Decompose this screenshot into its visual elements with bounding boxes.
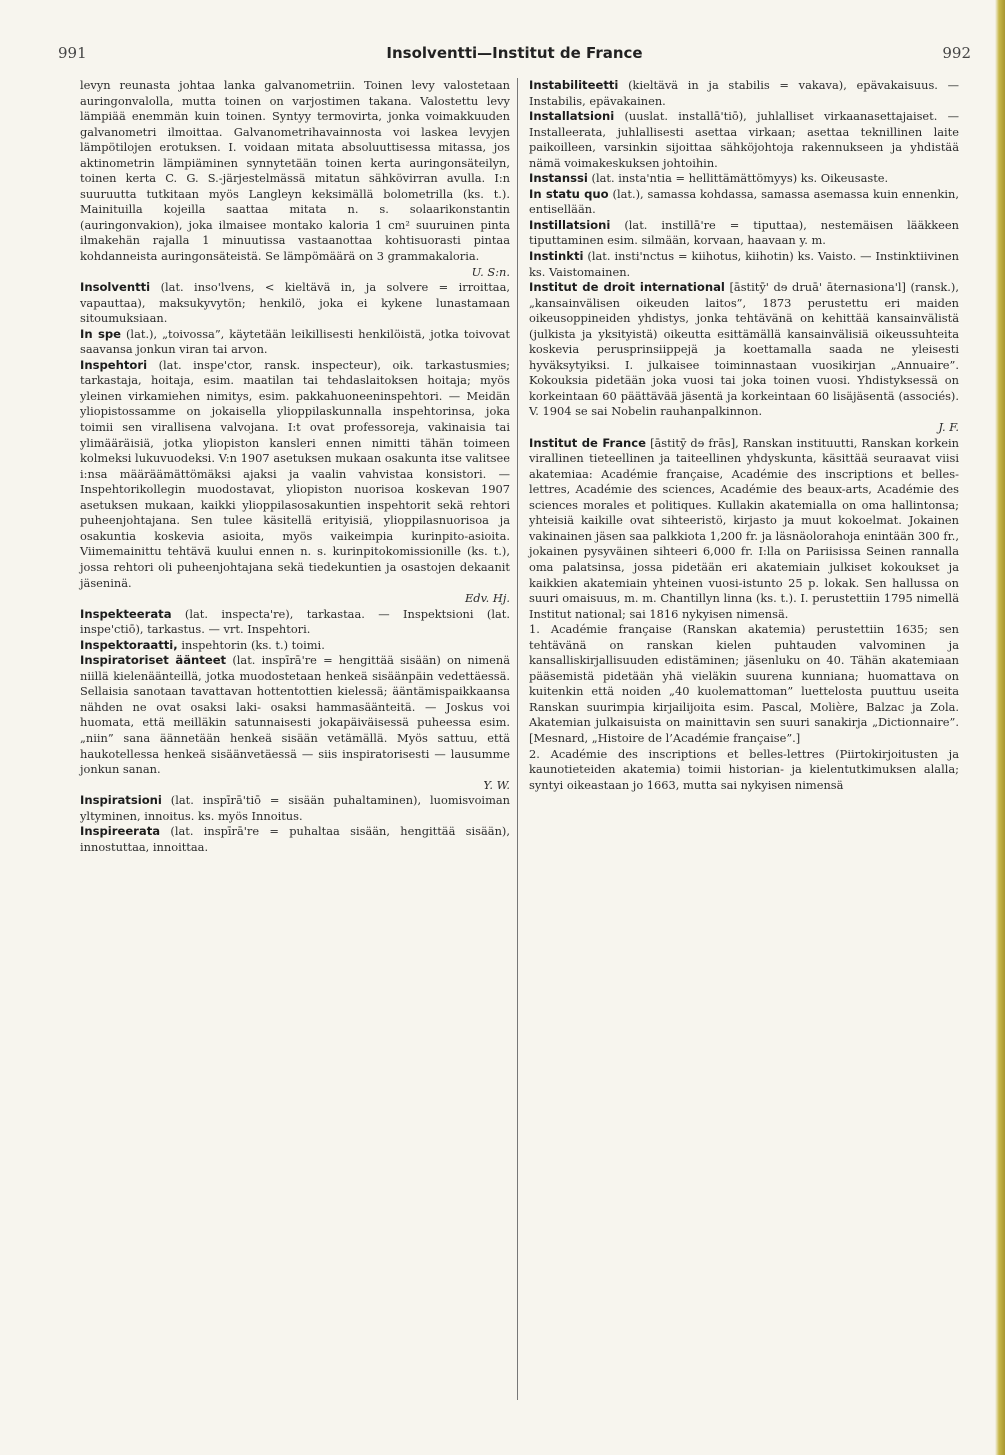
dictionary-entry	[529, 187, 959, 218]
dictionary-entry	[529, 747, 959, 794]
entry-text: 2. Académie des inscriptions et belles-lettres (Piirtokirjoitusten ja kaunotieteiden akatemia) toimii historian- ja kielentutkimuksen alalla; syntyi oikeastaan jo 1663, mutta sai nykyisen nimensä	[529, 746, 959, 792]
dictionary-entry	[529, 218, 959, 249]
entry-text: (lat. inspīrā're = puhaltaa sisään, hengittää sisään), innostuttaa, innoittaa.	[80, 824, 510, 854]
left-column	[80, 78, 510, 855]
entry-headword: Instabiliteetti	[529, 78, 619, 92]
dictionary-entry	[529, 622, 959, 746]
entry-text: [āstitȳ' dɘ druā' āternasiona'l] (ransk.), „kansainvälisen oikeuden laitos”, 1873 perustettu eri maiden oikeusoppineiden yhdistys, jonka tehtävänä on kehittää kansainvälistä (julkista ja yksityistä) oikeutta esittämällä kansainvälisiä oikeussuhteita koskevia perusprinsiippejä ja koettamalla saada ne yleisesti hyväksytyiksi. I. julkaisee toiminnastaan vuosikirjan „Annuaire”. Kokouksia pidetään joka vuosi tai joka toinen vuosi. Yhdistyksessä on korkeintaan 60 päättävää jäsentä ja korkeintaan 60 lisäjäsentä (associés). V. 1904 se sai Nobelin rauhanpalkinnon.	[529, 280, 959, 419]
entry-text: (lat.), samassa kohdassa, samassa asemassa kuin ennenkin, entisellään.	[529, 186, 959, 217]
entry-headword: Insolventti	[80, 280, 151, 295]
entry-text: (lat.), „toivossa”, käytetään leikillisesti henkilöistä, jotka toivovat saavansa jonkun viran tai arvon.	[80, 326, 510, 357]
dictionary-entry	[80, 358, 510, 607]
entry-text: (lat. insta'ntia = hellittämättömyys) ks. Oikeusaste.	[591, 171, 889, 186]
page-edge	[995, 0, 1005, 1455]
entry-headword: Institut de droit international	[529, 280, 725, 295]
author-signature: U. S:n.	[471, 264, 510, 279]
dictionary-entry	[80, 824, 510, 855]
entry-headword: Instinkti	[529, 249, 584, 264]
dictionary-entry	[80, 327, 510, 358]
entry-text: 1. Académie française (Ranskan akatemia) perustettiin 1635; sen tehtävänä on ranskan kielen puhtauden valvominen ja kansalliskirjallisuuden edistäminen; jäsenluku on 40. Tähän akatemiaan pääsemistä pidetään yhä vieläkin suurena kunniana; huomattava on kuitenkin että noiden „40 kuolemattoman” luettelosta puuttuu useita Ranskan suurimpia kirjailijoita esim. Pascal, Molière, Balzac ja Zola. Akatemian julkaisuista on mainittavin sen suuri sanakirja „Dictionnaire”. [Mesnard, „Histoire de l’Académie française”.]	[529, 622, 959, 745]
entry-headword: Inspiratoriset äänteet	[80, 653, 227, 668]
entry-text: [āstitȳ dɘ frās], Ranskan instituutti, Ranskan korkein virallinen tieteellinen ja taiteellinen yhdyskunta, käsittää seuraavat viisi akatemiaa: Académie française, Académie des inscriptions et belles-lettres, Académie des sciences, Académie des beaux-arts, Académie des sciences morales et politiques. Kullakin akatemialla on oma hallintonsa; yhteisiä kaikille ovat sihteeristö, kirjasto ja muut kokoelmat. Jokainen vakinainen jäsen saa palkkiota 1,200 fr. ja läsnäolorahoja enintään 300 fr., jokainen pysyväinen sihteeri 6,000 fr. I:lla on Pariisissa Seinen rannalla oma palatsinsa, jossa pidetään eri akatemiain julkiset kokoukset ja kaikkien akatemiain yhteinen vuosi-istunto 25 p. lokak. Sen hallussa on suuri omaisuus, m. m. Chantillyn linna (ks. t.). I. perustettiin 1795 nimellä Institut national; sai 1816 nykyisen nimensä.	[529, 435, 960, 621]
dictionary-entry	[529, 249, 959, 280]
entry-text: (lat. inspe'ctor, ransk. inspecteur), oik. tarkastusmies; tarkastaja, hoitaja, esim. maatilan tai tehdaslaitoksen hoitaja; myös yleinen virkamiehen nimitys, esim. pakkahuoneeninspehtori. — Meidän yliopistossamme on jokaisella ylioppilaskunnalla inspehtorinsa, joka toimii sen virallisena valvojana. I:t ovat professoreja, vakinaisia tai ylimääräisiä, jotka yliopiston kansleri ennen nimitti tähän toimeen kolmeksi lukuvuodeksi. V:n 1907 asetuksen mukaan osakunta itse valitsee i:nsa määräämättömäksi ajaksi ja vaalin vahvistaa konsistori. — Inspehtorikollegin muodostavat, yliopiston nuorisoa koskevan 1907 asetuksen mukaan, kaikki ylioppilasosakuntien inspehtorit sekä rehtori puheenjohtajana. Sen tulee käsitellä erityisiä, ylioppilasnuorisoa ja osakuntia koskevia asioita, myös vaikeimpia kurinpito-asioita. Viimemainittu tehtävä kuului ennen n. s. kurinpitokomissionille (ks. t.), jossa rehtori oli puheenjohtajana sekä tiedekuntien ja osastojen dekaanit jäseninä.	[80, 357, 511, 590]
author-signature: Edv. Hj.	[464, 591, 510, 606]
entry-text: (lat. instillā're = tiputtaa), nestemäisen lääkkeen tiputtaminen esim. silmään, korvaan, haavaan y. m.	[529, 217, 960, 248]
entry-headword: Inspektoraatti,	[80, 637, 178, 652]
page-header	[58, 44, 971, 64]
author-signature: J. F.	[938, 420, 959, 435]
entry-text: (lat. inso'lvens, < kieltävä in, ja solvere = irroittaa, vapauttaa), maksukyvytön; henkilö, joka ei kykene lunastamaan sitoumuksiaan.	[80, 280, 510, 326]
column-divider	[517, 78, 518, 1400]
left-page-number: 991	[58, 44, 87, 62]
dictionary-entry	[80, 638, 510, 654]
dictionary-entry	[529, 171, 959, 187]
entry-headword: In spe	[80, 326, 122, 341]
dictionary-entry	[80, 607, 510, 638]
entry-headword: Inspireerata	[80, 824, 161, 839]
entry-headword: Inspekteerata	[80, 606, 172, 621]
right-page-number: 992	[942, 44, 971, 62]
dictionary-entry	[529, 280, 959, 435]
entry-text: (lat. inspīrā're = hengittää sisään) on nimenä niillä kielenäänteillä, jotka muodostetaan henkeä sisäänpäin vedettäessä. Sellaisia sanotaan tavattavan hottentottien kielessä; ääntämispaikkaansa nähden ne ovat osaksi laki- osaksi hammasäänteitä. — Joskus voi huomata, että meilläkin satunnaisesti jokapäiväisessä puheessa esim. „niin” sana äännetään henkeä sisään vetämällä. Myös sattuu, että haukotellessa henkeä sisäänvetäessä — siis inspiratorisesti — lausumme jonkun sanan.	[80, 653, 511, 777]
author-signature: Y. W.	[483, 777, 510, 792]
dictionary-entry	[529, 78, 959, 109]
entry-text: inspehtorin (ks. t.) toimi.	[181, 637, 325, 652]
dictionary-entry	[529, 109, 959, 171]
entry-text: levyn reunasta johtaa lanka galvanometriin. Toinen levy valostetaan auringonvalolla, mutta toinen on varjostimen takana. Valostettu levy lämpiää enemmän kuin toinen. Syntyy termovirta, jonka voimakkuuden galvanometri ilmoittaa. Galvanometrihavainnosta voi laskea levyjen lämpötilojen erotuksen. I. voidaan mitata absoluuttisessa mitassa, jos aktinometrin lämpiäminen synnytetään toinen kerta auringonsäteilyn, toinen kerta C. G. S.-järjestelmässä mitatun sähkövirran avulla. I:n suuruutta tutkitaan myös Langleyn keksimällä bolometrilla (ks. t.). Mainituilla kojeilla saattaa mitata n. s. solaarikonstantin (auringonvakion), joka ilmaisee montako kaloria 1 cm² suuruinen pinta ilmakehän rajalla 1 minuutissa vastaanottaa kohtisuorasti pintaa kohdanneista auringonsäteistä. Se lämpömäärä on 3 grammakaloria.	[80, 78, 510, 264]
dictionary-entry	[80, 280, 510, 327]
running-title: Insolventti—Institut de France	[386, 44, 643, 62]
dictionary-entry	[529, 436, 959, 623]
right-column	[529, 78, 959, 793]
entry-text: (kieltävä in ja stabilis = vakava), epävakaisuus. — Instabilis, epävakainen.	[529, 78, 959, 108]
dictionary-entry	[80, 653, 510, 793]
entry-headword: Inspiratsioni	[80, 793, 162, 808]
entry-headword: Installatsioni	[529, 109, 615, 124]
entry-text: (lat. inspecta're), tarkastaa. — Inspektsioni (lat. inspe'ctiō), tarkastus. — vrt. Inspehtori.	[80, 606, 510, 637]
entry-text: (lat. inspīrā'tiō = sisään puhaltaminen), luomisvoiman yltyminen, innoitus. ks. myös Innoitus.	[80, 793, 510, 823]
entry-headword: Instanssi	[529, 171, 588, 186]
entry-text: (uuslat. installā'tiō), juhlalliset virkaanasettajaiset. — Installeerata, juhlallisesti asettaa virkaan; asettaa teknillinen laite paikoilleen, varsinkin sijoittaa sähköjohtoja rakennukseen ja yhdistää nämä voimakeskuksen johtoihin.	[529, 109, 959, 170]
entry-headword: Inspehtori	[80, 357, 148, 372]
entry-headword: Instillatsioni	[529, 217, 611, 232]
entry-headword: In statu quo	[529, 186, 609, 201]
dictionary-entry	[80, 78, 510, 280]
dictionary-entry	[80, 793, 510, 824]
entry-headword: Institut de France	[529, 435, 647, 450]
entry-text: (lat. insti'nctus = kiihotus, kiihotin) ks. Vaisto. — Instinktiivinen ks. Vaistomainen.	[529, 249, 959, 279]
